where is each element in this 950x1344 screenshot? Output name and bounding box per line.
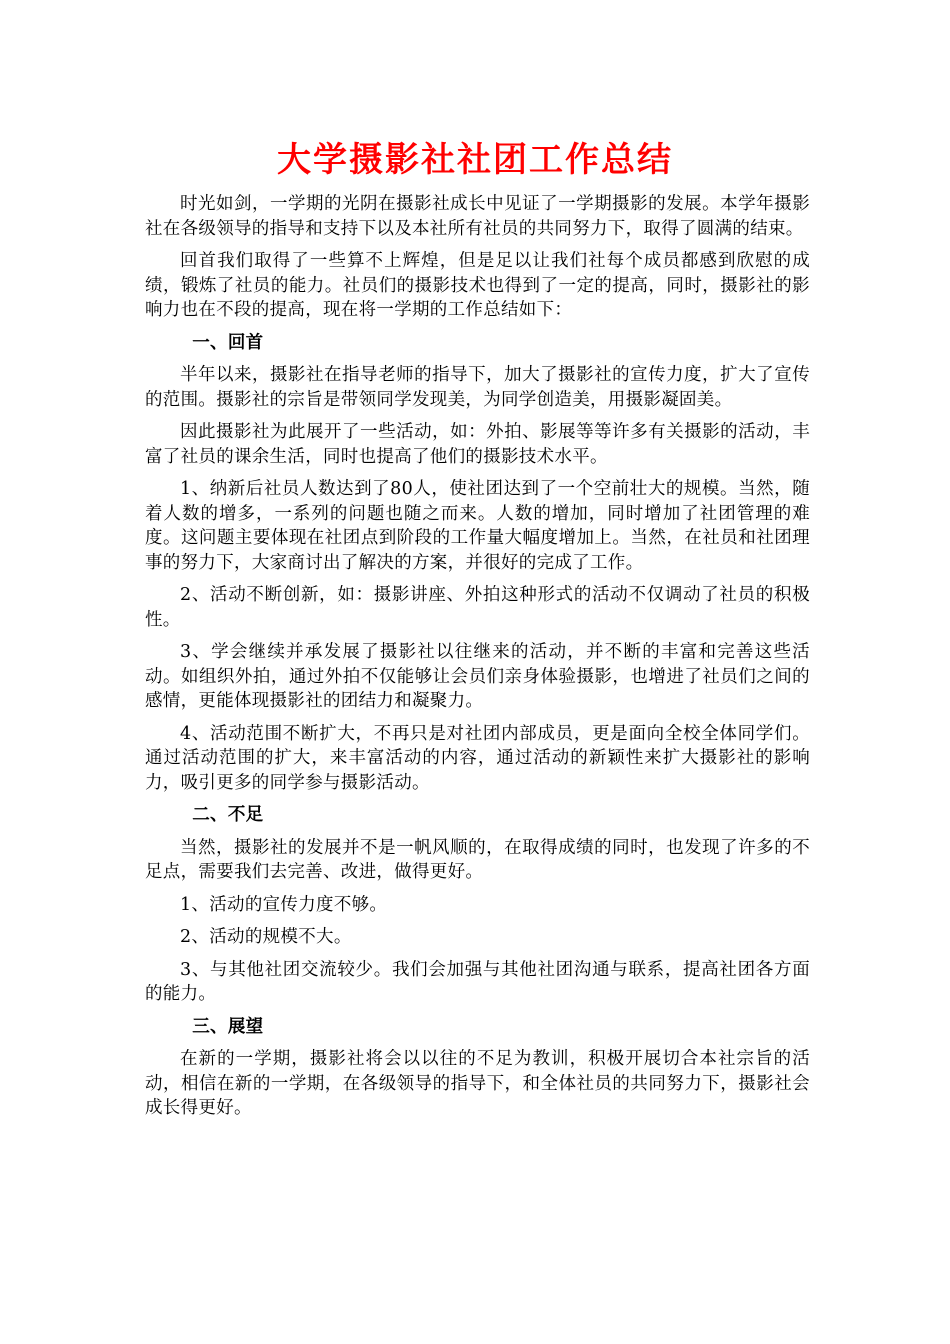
document-title: 大学摄影社社团工作总结 xyxy=(277,140,673,180)
section-heading-review: 一、回首 xyxy=(192,332,264,353)
section-paragraph: 1、活动的宣传力度不够。 xyxy=(180,894,388,915)
intro-paragraph: 时光如剑，一学期的光阴在摄影社成长中见证了一学期摄影的发展。本学年摄影社在各级领导的指导和支持下以及本社所有社员的共同努力下，取得了圆满的结束。 xyxy=(145,194,810,239)
section-paragraph: 因此摄影社为此展开了一些活动，如：外拍、影展等等许多有关摄影的活动，丰富了社员的课余生活，同时也提高了他们的摄影技术水平。 xyxy=(145,422,810,467)
section-paragraph: 3、学会继续并承发展了摄影社以往继来的活动，并不断的丰富和完善这些活动。如组织外拍，通过外拍不仅能够让会员们亲身体验摄影，也增进了社员们之间的感情，更能体现摄影社的团结力和凝聚力。 xyxy=(145,642,810,711)
section-paragraph: 当然，摄影社的发展并不是一帆风顺的，在取得成绩的同时，也发现了许多的不足点，需要我们去完善、改进，做得更好。 xyxy=(145,837,810,882)
section-heading-shortcomings: 二、不足 xyxy=(192,805,264,825)
section-paragraph: 2、活动的规模不大。 xyxy=(180,927,352,947)
section-paragraph: 4、活动范围不断扩大，不再只是对社团内部成员，更是面向全校全体同学们。通过活动范围的扩大，来丰富活动的内容，通过活动的新颖性来扩大摄影社的影响力，吸引更多的同学参与摄影活动。 xyxy=(145,723,810,793)
section-paragraph: 在新的一学期，摄影社将会以以往的不足为教训，积极开展切合本社宗旨的活动，相信在新的一学期，在各级领导的指导下，和全体社员的共同努力下，摄影社会成长得更好。 xyxy=(145,1049,810,1118)
intro-paragraph: 回首我们取得了一些算不上辉煌，但是足以让我们社每个成员都感到欣慰的成绩，锻炼了社员的能力。社员们的摄影技术也得到了一定的提高，同时，摄影社的影响力也在不段的提高，现在将一学期的工作总结如下： xyxy=(145,251,810,320)
section-paragraph: 1、纳新后社员人数达到了80人，使社团达到了一个空前壮大的规模。当然，随着人数的增多，一系列的问题也随之而来。人数的增加，同时增加了社团管理的难度。这问题主要体现在社团点到阶段的工作量大幅度增加上。当然，在社员和社团理事的努力下，大家商讨出了解决的方案，并很好的完成了工作。 xyxy=(145,479,810,573)
document-body xyxy=(145,192,810,1129)
section-heading-outlook: 三、展望 xyxy=(192,1016,264,1037)
section-paragraph: 半年以来，摄影社在指导老师的指导下，加大了摄影社的宣传力度，扩大了宣传的范围。摄影社的宗旨是带领同学发现美，为同学创造美，用摄影凝固美。 xyxy=(145,365,810,410)
section-paragraph: 3、与其他社团交流较少。我们会加强与其他社团沟通与联系，提高社团各方面的能力。 xyxy=(145,959,810,1004)
section-paragraph: 2、活动不断创新，如：摄影讲座、外拍这种形式的活动不仅调动了社员的积极性。 xyxy=(145,585,810,630)
